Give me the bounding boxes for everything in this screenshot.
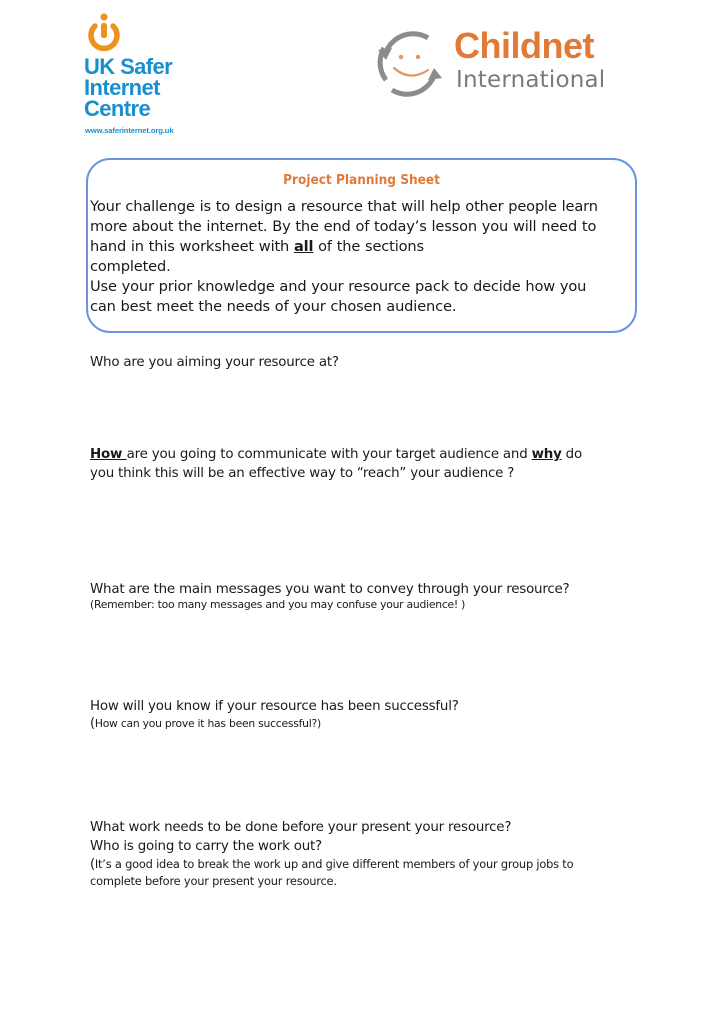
- answer-area-audience[interactable]: [90, 375, 635, 435]
- intro-line: completed.: [90, 258, 171, 275]
- question-audience: [90, 353, 339, 372]
- power-info-icon: [84, 12, 124, 54]
- childnet-subtitle: International: [456, 67, 606, 93]
- question-text: are you going to communicate with your target audience and: [126, 447, 532, 462]
- uk-safer-internet-centre-logo: [84, 12, 194, 137]
- logo-line-2: Internet: [84, 75, 160, 100]
- question-messages: [90, 580, 569, 613]
- intro-line-text: hand in this worksheet with: [90, 238, 294, 255]
- question-work: [90, 818, 573, 890]
- uk-safer-logo-text: [84, 56, 172, 119]
- question-text: do: [561, 447, 582, 462]
- emphasis-why: why: [531, 447, 562, 462]
- smiley-arrows-icon: [372, 26, 448, 102]
- intro-line: [90, 237, 638, 257]
- emphasis-all: all: [293, 238, 314, 255]
- question-hint: complete before your present your resource.: [90, 874, 337, 888]
- question-communication: [90, 445, 582, 483]
- logo-line-1: UK Safer: [84, 54, 173, 79]
- intro-line-text: more about the internet. By the end of today’s lesson you will need to: [90, 218, 597, 235]
- question-text: How will you know if your resource has been successful?: [90, 699, 459, 714]
- answer-area-success[interactable]: [90, 738, 635, 813]
- emphasis-how: How: [90, 447, 127, 462]
- question-line: What work needs to be done before your present your resource?: [90, 820, 512, 835]
- childnet-international-logo: [372, 24, 632, 104]
- answer-area-work[interactable]: [90, 895, 635, 1005]
- intro-box: [86, 158, 637, 333]
- question-line: Who is going to carry the work out?: [90, 839, 322, 854]
- answer-area-communication[interactable]: [90, 487, 635, 572]
- sheet-title: Project Planning Sheet: [283, 172, 440, 188]
- question-hint: (Remember: too many messages and you may confuse your audience! ): [90, 598, 466, 611]
- question-text: Who are you aiming your resource at?: [90, 355, 339, 370]
- intro-text: [90, 197, 638, 317]
- intro-line: Use your prior knowledge and your resource pack to decide how you: [90, 278, 587, 295]
- intro-line: Your challenge is to design a resource that will help other people learn: [90, 198, 598, 215]
- logo-url: www.saferinternet.org.uk: [85, 126, 174, 135]
- question-line: you think this will be an effective way to “reach” your audience ?: [90, 466, 515, 481]
- question-hint: [90, 856, 573, 873]
- answer-area-messages[interactable]: [90, 617, 635, 692]
- question-success: [90, 697, 459, 732]
- intro-line: [90, 217, 638, 237]
- question-line: [90, 445, 582, 464]
- hint-text: How can you prove it has been successful?): [94, 717, 321, 730]
- intro-line: can best meet the needs of your chosen audience.: [90, 298, 457, 315]
- logo-line-3: Centre: [84, 96, 151, 121]
- childnet-name: Childnet: [454, 25, 594, 66]
- question-hint: [90, 716, 459, 732]
- hint-paren: (: [90, 857, 95, 872]
- hint-text: It’s a good idea to break the work up and give different members of your group jobs to: [94, 857, 574, 871]
- intro-line-text: of the sections: [313, 238, 424, 255]
- question-text: What are the main messages you want to convey through your resource?: [90, 582, 570, 597]
- hint-paren: (: [90, 716, 95, 731]
